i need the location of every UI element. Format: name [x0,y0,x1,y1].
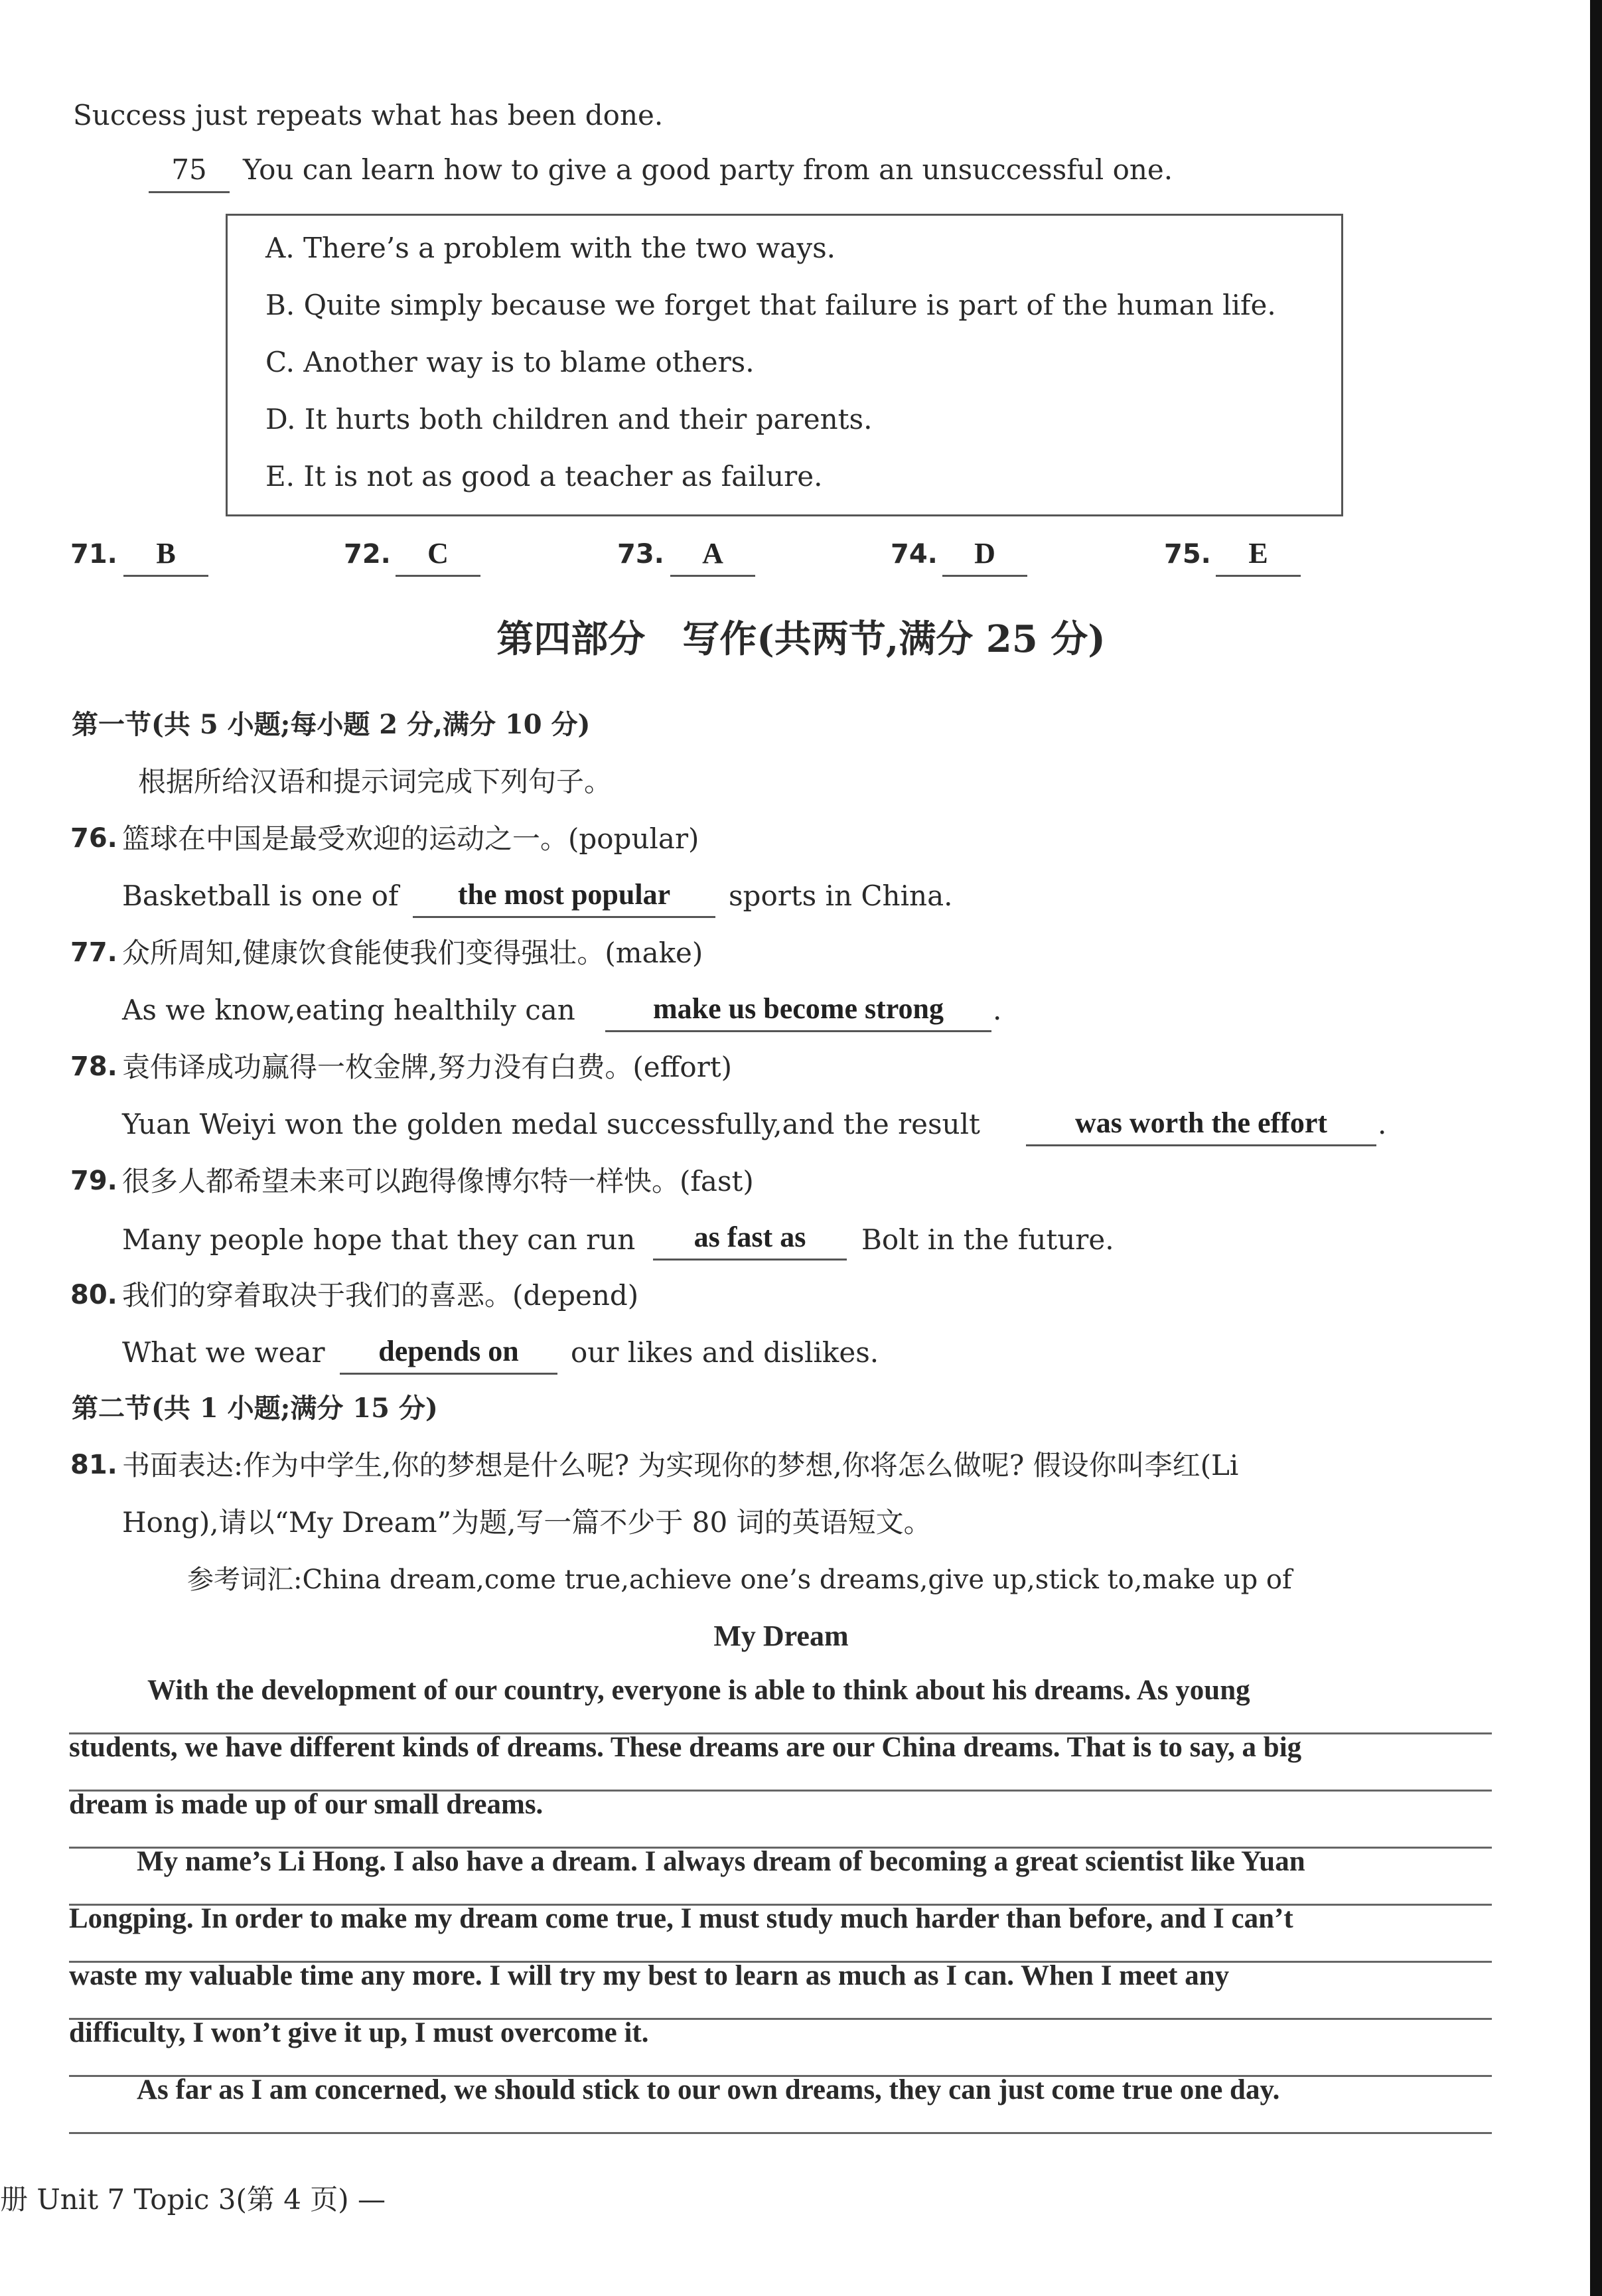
q75-number-blank: 75 [149,151,230,193]
option-e: E. It is not as good a teacher as failure. [265,460,823,493]
q76-answer: the most popular [413,876,715,918]
q77-prompt: 众所周知,健康饮食能使我们变得强壮。(make) [122,937,703,969]
q80-answer: depends on [340,1333,557,1375]
option-c: C. Another way is to blame others. [265,346,755,378]
answer-number: 72. [344,539,391,570]
option-d: D. It hurts both children and their parents. [265,403,873,435]
section1-title: 第一节(共 5 小题;每小题 2 分,满分 10 分) [72,709,591,740]
essay-text: Longping. In order to make my dream come true, I must study much harder than before, and I can’t [69,1903,1293,1934]
answer-blank: E [1216,535,1301,577]
q79-prompt: 很多人都希望未来可以跑得像博尔特一样快。(fast) [122,1165,754,1197]
q78-answer: was worth the effort [1026,1105,1376,1146]
answer-number: 71. [70,539,117,570]
essay-title: My Dream [713,1620,849,1652]
answer-number: 75. [1164,539,1211,570]
q81-prompt-line1: 书面表达:作为中学生,你的梦想是什么呢? 为实现你的梦想,你将怎么做呢? 假设你叫李红(Li [122,1449,1239,1482]
q80-number: 80. [70,1280,117,1310]
option-a: A. There’s a problem with the two ways. [265,232,836,264]
q77-after: . [993,994,1002,1026]
q77-before: As we know,eating healthily can [122,994,575,1026]
essay-text: As far as I am concerned, we should stick to our own dreams, they can just come true one day. [137,2074,1280,2105]
answer-blank: C [396,535,480,577]
answer-blank: A [670,535,755,577]
q79-answer: as fast as [653,1219,847,1261]
essay-text: With the development of our country, everyone is able to think about his dreams. As young [147,1675,1250,1706]
essay-text: students, we have different kinds of dreams. These dreams are our China dreams. That is to say, a big [69,1732,1302,1763]
q79-before: Many people hope that they can run [122,1223,636,1256]
q81-number: 81. [70,1450,117,1480]
q80-prompt: 我们的穿着取决于我们的喜恶。(depend) [122,1279,639,1312]
q79-number: 79. [70,1166,117,1196]
q81-vocab: 参考词汇:China dream,come true,achieve one’s dreams,give up,stick to,make up of [187,1565,1292,1595]
essay-text: difficulty, I won’t give it up, I must overcome it. [69,2017,649,2048]
q77-number: 77. [70,937,117,968]
answer-number: 73. [617,539,664,570]
essay-text: waste my valuable time any more. I will try my best to learn as much as I can. When I meet any [69,1960,1230,1991]
q79-after: Bolt in the future. [861,1223,1114,1256]
page-footer: 册 Unit 7 Topic 3(第 4 页) — [0,2183,386,2216]
q80-after: our likes and dislikes. [571,1336,879,1369]
q81-prompt-line2: Hong),请以“My Dream”为题,写一篇不少于 80 词的英语短文。 [122,1506,932,1539]
q80-before: What we wear [122,1336,325,1369]
q77-answer: make us become strong [605,990,991,1032]
section2-title: 第二节(共 1 小题;满分 15 分) [72,1393,438,1424]
section1-instruction: 根据所给汉语和提示词完成下列句子。 [138,765,613,798]
option-b: B. Quite simply because we forget that failure is part of the human life. [265,289,1276,321]
scan-edge [1590,0,1602,2296]
q76-number: 76. [70,823,117,854]
q76-before: Basketball is one of [122,880,399,912]
q78-prompt: 袁伟译成功赢得一枚金牌,努力没有白费。(effort) [122,1051,733,1083]
q76-after: sports in China. [729,880,953,912]
part-title: 第四部分 写作(共两节,满分 25 分) [496,617,1106,661]
q76-prompt: 篮球在中国是最受欢迎的运动之一。(popular) [122,822,699,855]
q78-number: 78. [70,1051,117,1082]
essay-line [147,1674,1492,1707]
essay-text: My name’s Li Hong. I also have a dream. I always dream of becoming a great scientist like Yuan [137,1846,1305,1877]
q75-sentence: You can learn how to give a good party from an unsuccessful one. [243,153,1173,186]
answer-blank: D [942,535,1027,577]
q78-before: Yuan Weiyi won the golden medal successfully,and the result [122,1108,980,1140]
answer-number: 74. [891,539,938,570]
essay-text: dream is made up of our small dreams. [69,1789,544,1820]
answer-blank: B [123,535,208,577]
q78-after: . [1378,1108,1387,1140]
reading-line: Success just repeats what has been done. [73,99,664,131]
